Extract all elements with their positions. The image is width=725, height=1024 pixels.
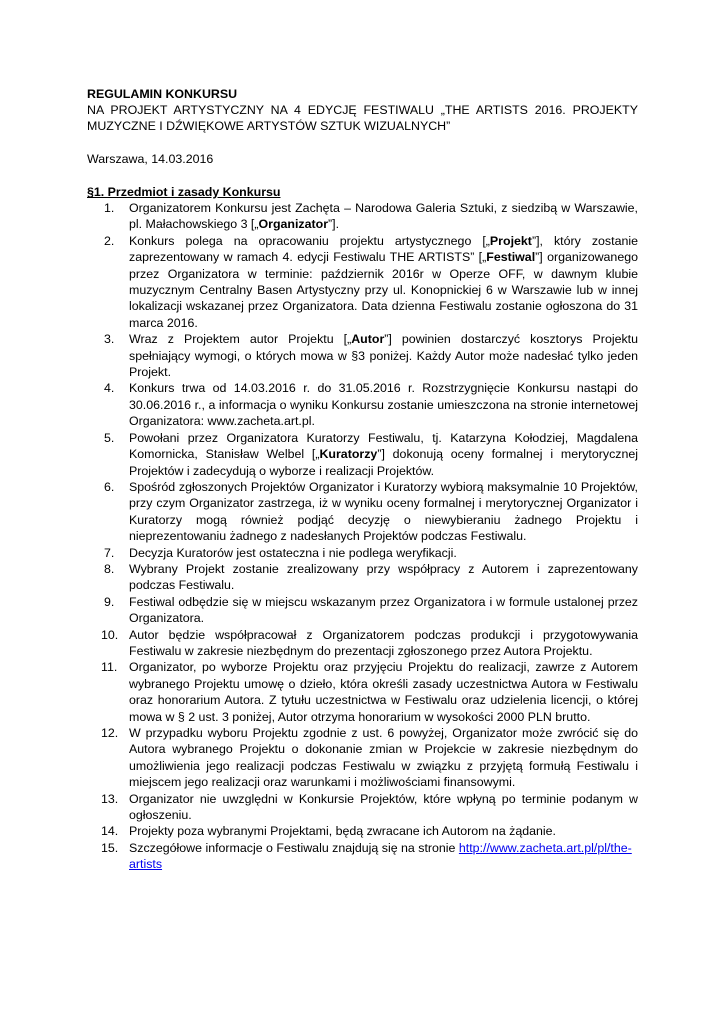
list-item: 4. Konkurs trwa od 14.03.2016 r. do 31.05.2016 r. Rozstrzygnięcie Konkursu nastąpi do 30.06.2016 r., a informacja o wyniku Konkursu zostanie umieszczona na stronie internetowej Organizatora: www.zacheta.art.pl. — [104, 381, 638, 429]
defined-term: Kuratorzy — [319, 447, 378, 462]
item-number: 5. — [104, 430, 115, 445]
item-number: 13. — [101, 791, 119, 806]
item-number: 2. — [104, 233, 115, 248]
list-item: 8. Wybrany Projekt zostanie zrealizowany przy współpracy z Autorem i zaprezentowany podczas Festiwalu. — [104, 561, 638, 593]
item-number: 14. — [101, 824, 119, 839]
item-number: 12. — [101, 726, 119, 740]
list-item: 1. Organizatorem Konkursu jest Zachęta – Narodowa Galeria Sztuki, z siedzibą w Warszawie, pl. Małachowskiego 3 [„Organizator”]. — [104, 201, 638, 232]
defined-term: Organizator — [258, 217, 329, 232]
item-number: 4. — [104, 381, 115, 396]
list-item: 5. Powołani przez Organizatora Kuratorzy Festiwalu, tj. Katarzyna Kołodziej, Magdalena Komornicka, Stanisław Welbel [„Kuratorzy”] dokonują oceny formalnej i merytorycznej Projektów i zadecydują o wyborze i realizacji Projektów. — [104, 430, 638, 478]
item-number: 1. — [104, 201, 115, 215]
list-item: 3. Wraz z Projektem autor Projektu [„Autor”] powinien dostarczyć kosztorys Projektu spełniający wymogi, o których mowa w §3 poniżej. Każdy Autor może nadesłać tylko jeden Projekt. — [104, 332, 639, 380]
list-item: 11. Organizator, po wyborze Projektu oraz przyjęciu Projektu do realizacji, zawrze z Autorem wybranego Projektu umowę o dzieło, która określi zasady uczestnictwa Autora w Festiwalu oraz honorarium Autora. Z tytułu uczestnictwa w Festiwalu oraz udzielenia licencji, o której mowa w § 2 ust. 3 poniżej, Autor otrzyma honorarium w wysokości 2000 PLN brutto. — [101, 660, 638, 724]
document-subtitle: NA PROJEKT ARTYSTYCZNY NA 4 EDYCJĘ FESTIWALU „THE ARTISTS 2016. PROJEKTY MUZYCZNE I DŹWIĘKOWE ARTYSTÓW SZTUK WIZUALNYCH” — [87, 103, 638, 134]
item-number: 10. — [101, 627, 119, 642]
item-number: 15. — [101, 840, 119, 855]
festival-link[interactable]: http://www.zacheta.art.pl/pl/the-artists — [129, 840, 632, 872]
list-item: 15. Szczegółowe informacje o Festiwalu znajdują się na stronie http://www.zacheta.art.pl/pl/the-artists — [101, 840, 632, 872]
list-item: 12. W przypadku wyboru Projektu zgodnie z ust. 6 powyżej, Organizator może zwrócić się do Autora wybranego Projektu o dokonanie zmian w Projekcie w zakresie niezbędnym do umożliwienia jego realizacji podczas Festiwalu w związku z przyjętą formułą Festiwalu i miejscem jego realizacji oraz warunkami i możliwościami finansowymi. — [101, 726, 638, 790]
list-item: 10. Autor będzie współpracował z Organizatorem podczas produkcji i przygotowywania Festiwalu w zakresie niezbędnym do prezentacji zgłoszonego przez Autora Projektu. — [101, 627, 638, 658]
place-and-date: Warszawa, 14.03.2016 — [87, 152, 214, 166]
list-item: 6. Spośród zgłoszonych Projektów Organizator i Kuratorzy wybiorą maksymalnie 10 Projektów, przy czym Organizator zastrzega, iż w wyniku oceny formalnej i merytorycznej Organizator i Kuratorzy mogą również podjąć decyzję o niewybieraniu żadnego Projektu i nieprezentowaniu żadnego z nadesłanych Projektów podczas Festiwalu. — [104, 479, 638, 544]
list-item: 9. Festiwal odbędzie się w miejscu wskazanym przez Organizatora i w formule ustalonej przez Organizatora. — [104, 594, 638, 626]
item-number: 3. — [104, 332, 115, 347]
defined-term: Autor — [351, 332, 385, 347]
item-number: 7. — [104, 545, 115, 560]
list-item: 14. Projekty poza wybranymi Projektami, będą zwracane ich Autorom na żądanie. — [101, 824, 556, 839]
item-number: 6. — [104, 479, 115, 494]
rules-list — [87, 200, 638, 873]
document-title: REGULAMIN KONKURSU — [87, 87, 238, 101]
list-item: 13. Organizator nie uwzględni w Konkursie Projektów, które wpłyną po terminie podanym w ogłoszeniu. — [101, 791, 638, 823]
section-heading: §1. Przedmiot i zasady Konkursu — [87, 185, 281, 199]
item-number: 9. — [104, 594, 115, 609]
defined-term: Festiwal — [486, 250, 536, 265]
defined-term: Projekt — [489, 233, 532, 248]
item-number: 8. — [104, 561, 115, 576]
item-number: 11. — [101, 660, 118, 675]
list-item: 7. Decyzja Kuratorów jest ostateczna i nie podlega weryfikacji. — [104, 545, 457, 560]
list-item: 2. Konkurs polega na opracowaniu projektu artystycznego [„Projekt”], który zostanie zaprezentowany w ramach 4. edycji Festiwalu THE ARTISTS” [„Festiwal”] organizowanego przez Organizatora w terminie: październik 2016r w Operze OFF, w dawnym klubie muzycznym Centralny Basen Artystyczny przy ul. Konopnickiej 6 w Warszawie lub w innej lokalizacji wskazanej przez Organizatora. Data dzienna Festiwalu zostanie ogłoszona do 31 marca 2016. — [104, 233, 639, 330]
